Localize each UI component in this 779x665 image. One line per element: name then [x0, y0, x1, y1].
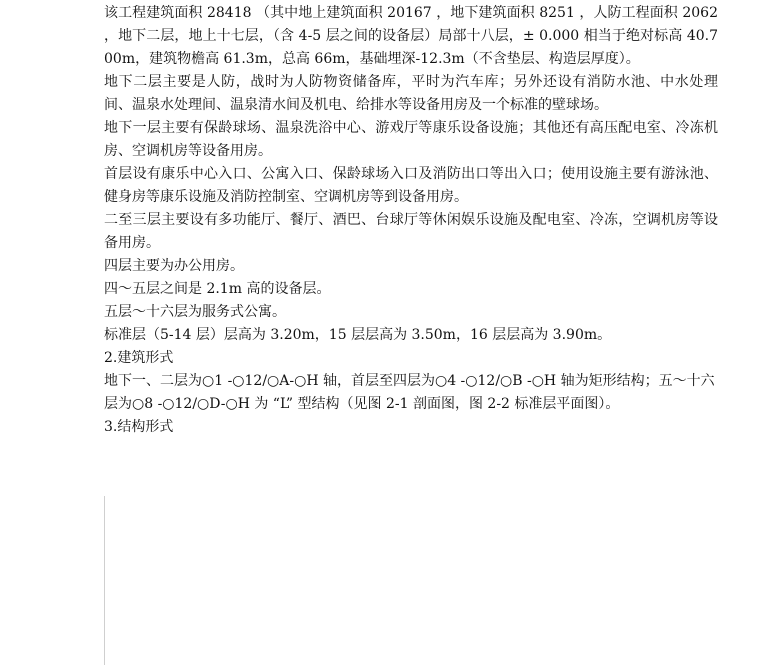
paragraph-l-shape: 层为○8 -○12/○D-○H 为 “L” 型结构（见图 2-1 剖面图，图 2-2 标准层平面图）。: [104, 396, 620, 412]
paragraph-axis-layout: 地下一、二层为○1 -○12/○A-○H 轴，首层至四层为○4 -○12/○B -○H 轴为矩形结构；五～十六: [104, 373, 715, 389]
paragraph-basement-1: 地下一层主要有保龄球场、温泉洗浴中心、游戏厅等康乐设备设施；其他还有高压配电室、冷冻机房、空调机房等设备用房。: [104, 120, 718, 159]
paragraph-ground-floor: 首层设有康乐中心入口、公寓入口、保龄球场入口及消防出口等出入口；使用设施主要有游泳池、健身房等康乐设施及消防控制室、空调机房等到设备用房。: [104, 166, 718, 205]
paragraph-floors-5-16: 五层～十六层为服务式公寓。: [104, 304, 286, 320]
paragraph-building-area: 该工程建筑面积 28418 （其中地上建筑面积 20167 ，地下建筑面积 8251 ，人防工程面积 2062 ，地下二层，地上十七层，（含 4-5 层之间的设备层）局部十八层，± 0.000 相当于绝对标高 40.700m，建筑物檐高 61.3m，总高 66m，基础埋深-12.3m（不含垫层、构造层厚度）。: [104, 5, 718, 67]
section-heading-structure-form: 3.结构形式: [104, 419, 174, 435]
paragraph-floor-4: 四层主要为办公用房。: [104, 258, 244, 274]
section-heading-building-form: 2.建筑形式: [104, 350, 174, 366]
paragraph-floors-2-3: 二至三层主要设有多功能厅、餐厅、酒巴、台球厅等休闲娱乐设施及配电室、冷冻，空调机房等设备用房。: [104, 212, 718, 251]
paragraph-floor-heights: 标准层（5-14 层）层高为 3.20m，15 层层高为 3.50m，16 层层高为 3.90m。: [104, 327, 612, 343]
paragraph-equipment-floor: 四～五层之间是 2.1m 高的设备层。: [104, 281, 331, 297]
document-body: [104, 2, 718, 439]
margin-guide-line: [104, 496, 105, 665]
paragraph-basement-2: 地下二层主要是人防，战时为人防物资储备库，平时为汽车库；另外还设有消防水池、中水处理间、温泉水处理间、温泉清水间及机电、给排水等设备用房及一个标准的壁球场。: [104, 74, 718, 113]
